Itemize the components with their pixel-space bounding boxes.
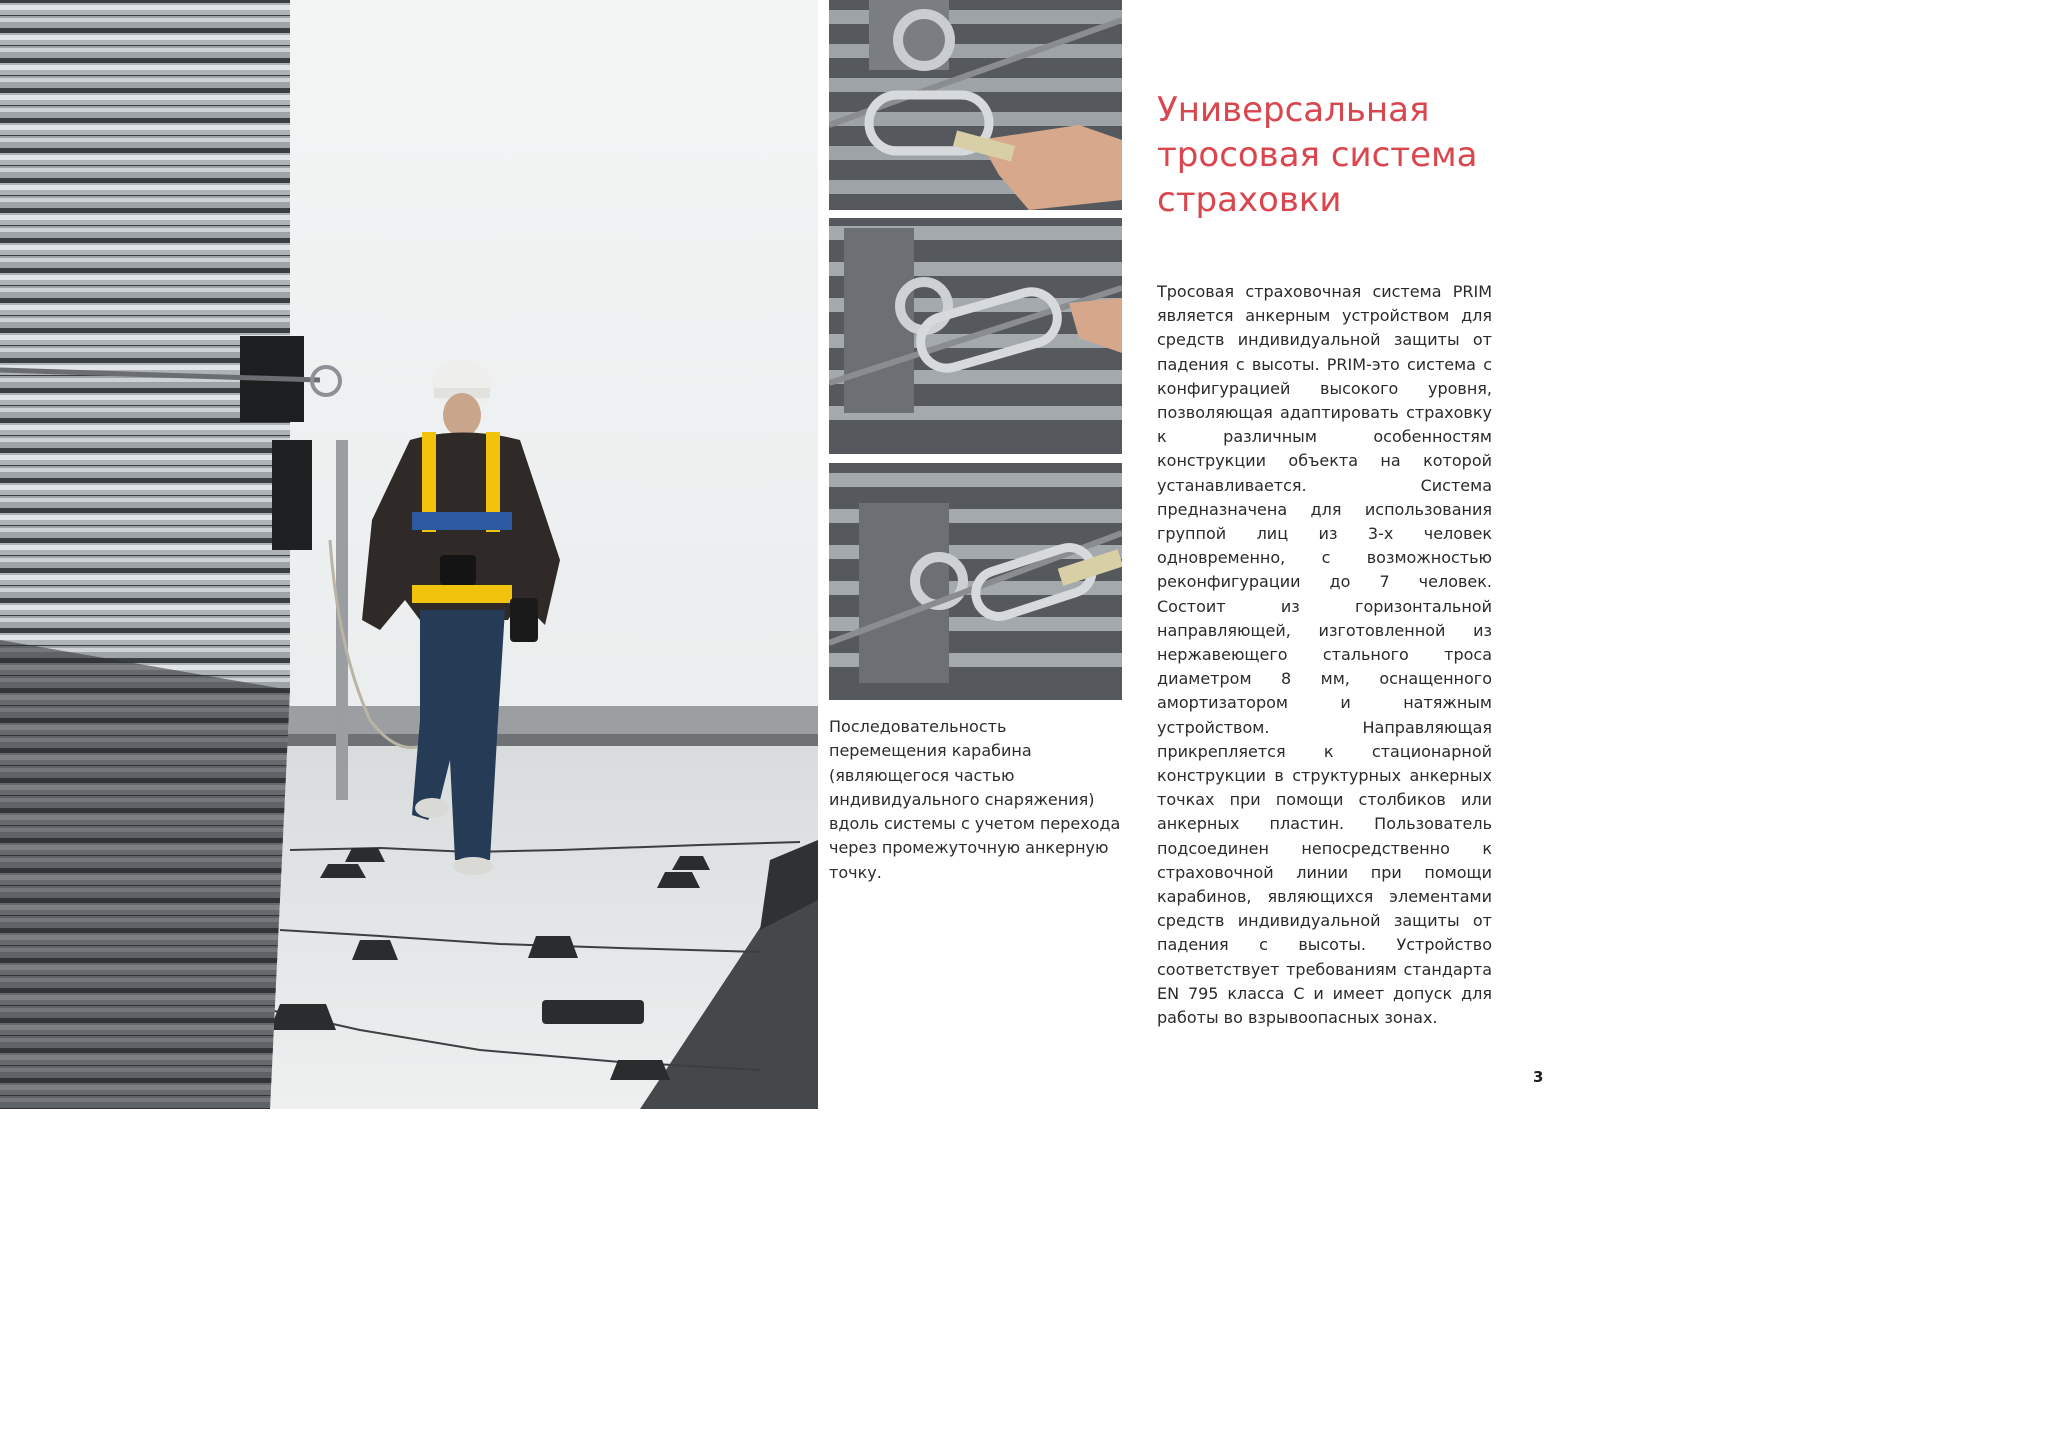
carabiner-step-3-illustration bbox=[829, 463, 1122, 700]
carabiner-step-1-illustration bbox=[829, 0, 1122, 210]
step-photo-1-carabiner-on-cable bbox=[829, 0, 1122, 210]
main-photo-worker-on-roof bbox=[0, 0, 818, 1109]
page-title bbox=[1157, 88, 1527, 223]
photo-caption: Последовательность перемещения карабина (являющегося частью индивидуального снаряжения) вдоль системы с учетом перехода через промежуточную анкерную точку. bbox=[829, 717, 1121, 882]
step-photo-3-carabiner-passed-anchor bbox=[829, 463, 1122, 700]
title-line-3: страховки bbox=[1157, 180, 1342, 220]
title-line-2: тросовая система bbox=[1157, 135, 1478, 175]
roof-worker-illustration bbox=[0, 0, 818, 1109]
description-paragraph: Тросовая страховочная система PRIM является анкерным устройством для средств индивидуальной защиты от падения с высоты. PRIM-это система с конфигурацией высокого уровня, позволяющая адаптировать страховку к различным особенностям конструкции объекта на которой устанавливается. Система предназначена для использования группой лиц из 3-х человек одновременно, с возможностью реконфигурации до 7 человек. Состоит из горизонтальной направляющей, изготовленной из нержавеющего стального троса диаметром 8 мм, оснащенного амортизатором и натяжным устройством. Направляющая прикрепляется к стационарной конструкции в структурных анкерных точках при помощи столбиков или анкерных пластин. Пользователь подсоединен непосредственно к страховочной линии при помощи карабинов, являющихся элементами средств индивидуальной защиты от падения с высоты. Устройство соответствует требованиям стандарта EN 795 класса C и имеет допуск для работы во взрывоопасных зонах. bbox=[1157, 282, 1492, 1028]
page-number: 3 bbox=[1533, 1068, 1544, 1086]
title-line-1: Универсальная bbox=[1157, 90, 1430, 130]
step-photo-2-carabiner-at-anchor bbox=[829, 218, 1122, 454]
carabiner-step-2-illustration bbox=[829, 218, 1122, 454]
